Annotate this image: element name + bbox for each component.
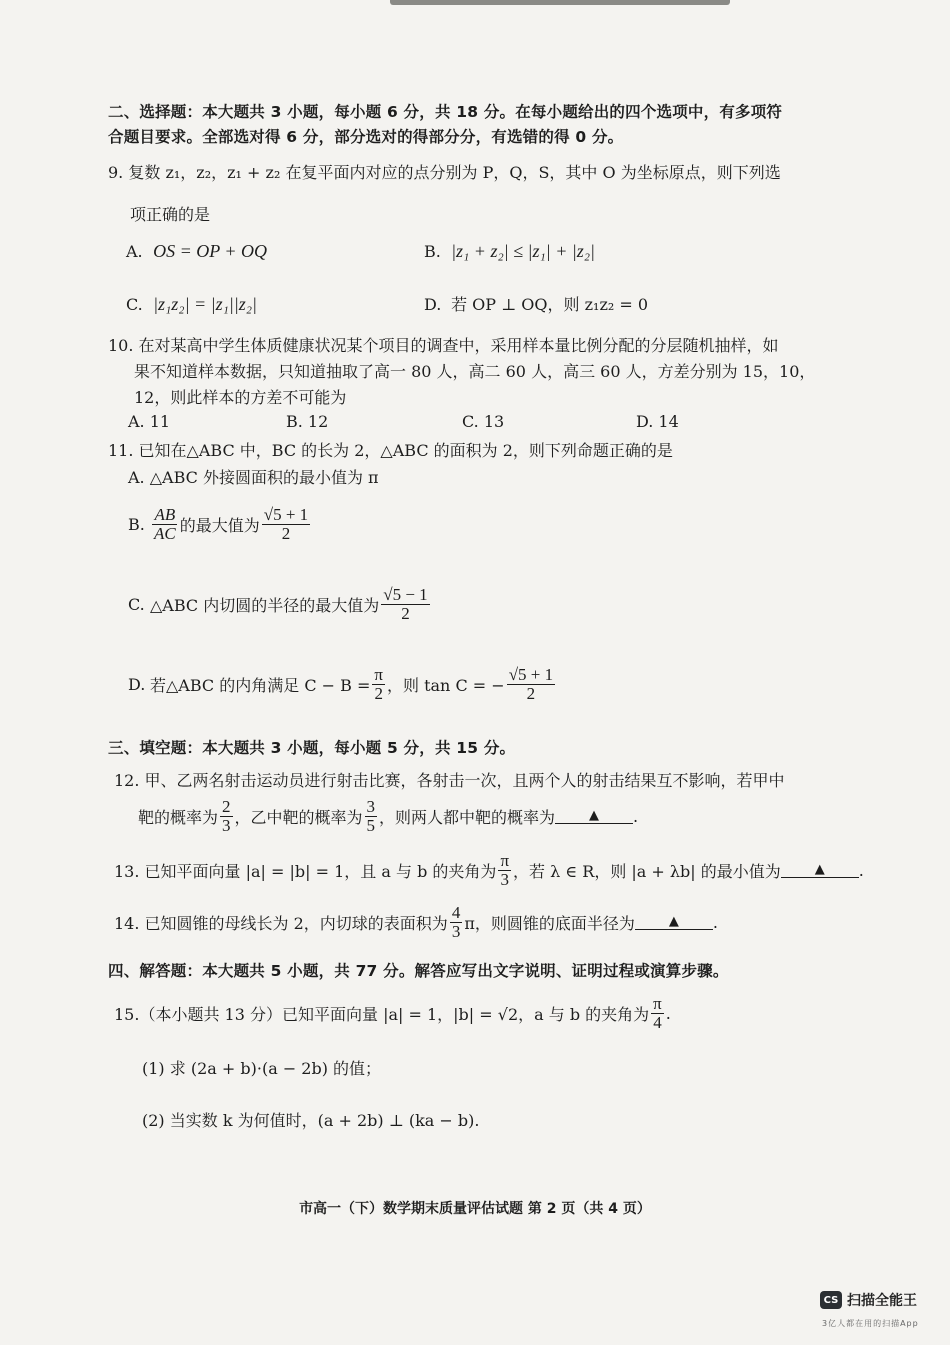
option-label: C. [126, 295, 143, 314]
option-text: △ABC 内切圆的半径的最大值为 [150, 595, 380, 615]
numerator: AB [154, 505, 176, 524]
option-text: |z₁ + z₂| ≤ |z₁| + |z₂| [451, 241, 596, 261]
q10-option-d: D. 14 [636, 412, 679, 431]
q9-option-c [126, 294, 257, 315]
option-text: 若△ABC 的内角满足 C − B = [150, 675, 371, 695]
q10-option-b: B. 12 [286, 412, 329, 431]
answer-blank[interactable]: ▲ [781, 862, 859, 878]
scanner-tagline: 3亿人都在用的扫描App [822, 1319, 919, 1328]
numerator: √5 + 1 [508, 665, 554, 684]
denominator: AC [154, 523, 176, 543]
denominator: 2 [281, 523, 291, 543]
fraction [220, 798, 233, 835]
fraction [262, 506, 310, 543]
fraction [372, 666, 385, 703]
option-text: |z₁z₂| = |z₁||z₂| [153, 294, 257, 314]
option-text: ，则 tan C = − [387, 675, 505, 695]
denominator: 3 [222, 815, 231, 835]
option-label: C. [128, 594, 145, 614]
section3-header: 三、填空题：本大题共 3 小题，每小题 5 分，共 15 分。 [108, 739, 516, 757]
question-text: 15.（本小题共 13 分）已知平面向量 |a| = 1，|b| = √2，a 与 b 的夹角为 [114, 1004, 650, 1024]
numerator: π [500, 851, 510, 870]
q10-stem-line3: 12，则此样本的方差不可能为 [134, 388, 347, 407]
q11-option-b [128, 506, 312, 543]
option-label: D. [424, 295, 442, 314]
question-text: . [665, 1003, 671, 1023]
scanner-name: 扫描全能王 [847, 1293, 917, 1309]
fraction [507, 666, 555, 703]
fraction [381, 586, 429, 623]
option-text: 的最大值为 [179, 515, 260, 535]
denominator: 5 [366, 815, 376, 835]
q15-part2: (2) 当实数 k 为何值时，(a + 2b) ⊥ (ka − b). [142, 1111, 480, 1130]
question-text: ，乙中靶的概率为 [234, 807, 363, 827]
page-footer: 市高一（下）数学期末质量评估试题 第 2 页（共 4 页） [299, 1201, 651, 1217]
denominator: 3 [451, 921, 461, 941]
denominator: 3 [500, 869, 509, 889]
q11-option-c [128, 586, 432, 623]
numerator: √5 + 1 [263, 505, 309, 524]
numerator: π [653, 994, 662, 1013]
q10-option-a: A. 11 [128, 412, 171, 431]
section2-header-line1: 二、选择题：本大题共 3 小题，每小题 6 分，共 18 分。在每小题给出的四个选项中，有多项符 [108, 103, 783, 121]
q15-part1: (1) 求 (2a + b)·(a − 2b) 的值； [142, 1059, 382, 1078]
answer-blank[interactable]: ▲ [555, 808, 633, 824]
section2-header-line2: 合题目要求。全部选对得 6 分，部分选对的得部分分，有选错的得 0 分。 [108, 128, 624, 146]
q11-option-d [128, 666, 557, 703]
option-label: A. [126, 242, 143, 261]
fraction [450, 904, 463, 941]
option-label: B. [128, 514, 145, 534]
question-text: ，若 λ ∈ R，则 |a + λb| 的最小值为 [513, 861, 781, 881]
option-label: B. [424, 242, 441, 261]
q9-option-a [126, 241, 267, 262]
q14-line: 14. 已知圆锥的母线长为 2，内切球的表面积为 $\frac{4}{3}$ π，则圆锥的底面半径为 ▲ . [114, 903, 718, 941]
denominator: 2 [401, 603, 410, 623]
denominator: 2 [374, 683, 383, 703]
numerator: 2 [222, 797, 231, 816]
option-label: D. [128, 674, 146, 694]
q9-option-b [424, 241, 595, 262]
q15-stem [114, 995, 671, 1032]
question-text: ，则两人都中靶的概率为 [379, 807, 556, 827]
q12-line1: 12. 甲、乙两名射击运动员进行射击比赛，各射击一次，且两个人的射击结果互不影响，若甲中 [114, 771, 785, 790]
numerator: √5 − 1 [383, 585, 428, 604]
scanner-logo [820, 1290, 917, 1310]
question-text: 14. 已知圆锥的母线长为 2，内切球的表面积为 [114, 913, 448, 933]
fraction [651, 995, 664, 1032]
q11-stem: 11. 已知在△ABC 中，BC 的长为 2，△ABC 的面积为 2，则下列命题正确的是 [108, 441, 673, 460]
section4-header: 四、解答题：本大题共 5 小题，共 77 分。解答应写出文字说明、证明过程或演算步骤。 [108, 962, 729, 980]
scan-edge [390, 0, 730, 5]
q10-stem-line1: 10. 在对某高中学生体质健康状况某个项目的调查中，采用样本量比例分配的分层随机抽样，如 [108, 336, 779, 355]
denominator: 2 [526, 683, 536, 703]
q10-option-c: C. 13 [462, 412, 505, 431]
numerator: 4 [451, 903, 461, 922]
option-text: 若 OP ⊥ OQ，则 z₁z₂ = 0 [451, 295, 649, 314]
cs-logo-icon: CS [820, 1291, 842, 1309]
q9-option-d [424, 292, 648, 315]
fraction [365, 798, 378, 835]
q13-line: 13. 已知平面向量 |a| = |b| = 1，且 a 与 b 的夹角为 $\frac{\pi}{3}$ ，若 λ ∈ R，则 |a + λb| 的最小值为 ▲ . [114, 851, 864, 889]
fraction [152, 506, 178, 543]
question-text: 13. 已知平面向量 |a| = |b| = 1，且 a 与 b 的夹角为 [114, 861, 497, 881]
denominator: 4 [653, 1012, 662, 1032]
numerator: π [374, 665, 383, 684]
q10-stem-line2: 果不知道样本数据，只知道抽取了高一 80 人，高二 60 人，高三 60 人，方差分别为 15，10， [134, 362, 816, 381]
question-text: π，则圆锥的底面半径为 [464, 913, 635, 933]
q11-option-a: A. △ABC 外接圆面积的最小值为 π [128, 468, 379, 487]
fraction [498, 852, 511, 889]
option-text: OS = OP + OQ [153, 241, 268, 261]
question-text: 靶的概率为 [138, 807, 219, 827]
q9-stem-line2: 项正确的是 [130, 205, 211, 224]
answer-blank[interactable]: ▲ [635, 914, 713, 930]
numerator: 3 [366, 797, 376, 816]
q9-stem-line1: 9. 复数 z₁，z₂，z₁ + z₂ 在复平面内对应的点分别为 P，Q，S，其中 O 为坐标原点，则下列选 [108, 163, 781, 182]
q12-line2: 靶的概率为 $\frac{2}{3}$ ，乙中靶的概率为 $\frac{3}{5}$ ，则两人都中靶的概率为 ▲ . [138, 797, 639, 835]
